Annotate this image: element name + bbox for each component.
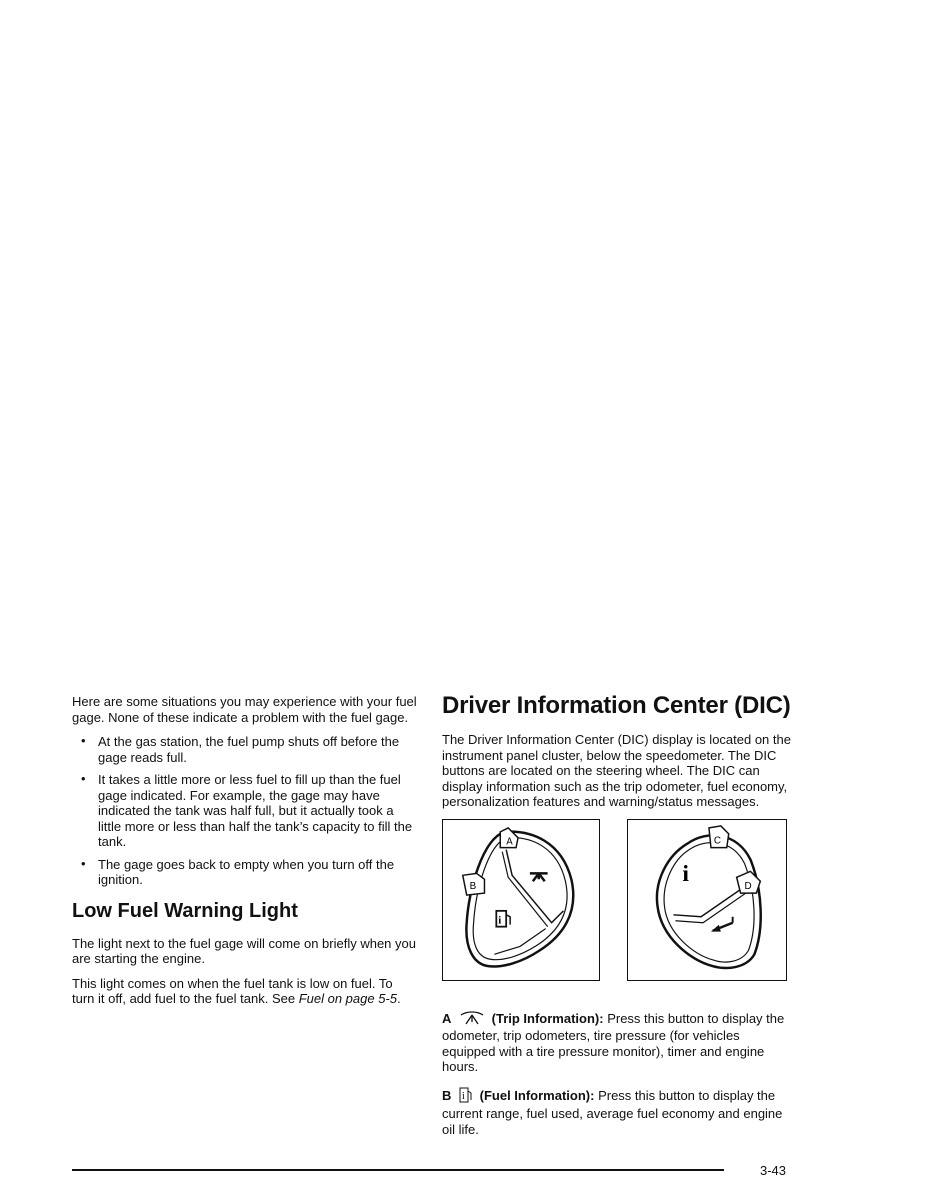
label-a: A (506, 836, 513, 848)
right-column (442, 692, 792, 1149)
item-a-letter: A (442, 1010, 452, 1026)
list-item (72, 772, 418, 850)
item-b-title: (Fuel Information): (479, 1087, 595, 1103)
list-item-text: It takes a little more or less fuel to fill up than the fuel gage indicated. For example, the gage may have indicated the tank was half full, but it actually took a little more or less than half the tank’s capacity to fill the tank. (98, 772, 413, 849)
para-text: This light comes on when the fuel tank is low on fuel. To turn it off, add fuel to the fuel tank. See (72, 975, 393, 1006)
label-d: D (744, 880, 752, 892)
dic-figures (442, 819, 792, 985)
situations-list (72, 734, 418, 888)
list-item (72, 734, 418, 765)
intro-paragraph: Here are some situations you may experience with your fuel gage. None of these indicate a problem with the fuel gage. (72, 694, 417, 725)
low-fuel-para-1: The light next to the fuel gage will come on briefly when you are starting the engine. (72, 935, 416, 966)
list-item-text: The gage goes back to empty when you turn off the ignition. (98, 856, 395, 887)
dic-heading: Driver Information Center (DIC) (442, 692, 791, 719)
item-a-text: Press this button to display the odometer, trip odometers, tire pressure (for vehicles equipped with a tire pressure monitor), timer and engine hours. (442, 1010, 785, 1074)
item-b-letter: B (442, 1087, 452, 1103)
label-b: B (469, 880, 477, 892)
bullet: • (81, 771, 86, 786)
right-buttons-figure (627, 819, 787, 981)
dic-intro: The Driver Information Center (DIC) display is located on the instrument panel cluster, below the speedometer. The DIC buttons are located on the steering wheel. The DIC can display information such as the trip odometer, fuel economy, personalization features and warning/status messages. (442, 732, 791, 809)
svg-text:i: i (498, 914, 502, 927)
svg-text:i: i (462, 1090, 465, 1102)
fuel-info-icon (459, 1087, 473, 1107)
bullet: • (81, 733, 86, 748)
item-a-definition (442, 1011, 792, 1075)
fuel-reference-link[interactable]: Fuel on page 5-5 (298, 991, 397, 1006)
left-buttons-illustration (443, 820, 599, 980)
list-item (72, 857, 418, 888)
item-b-definition (442, 1087, 792, 1138)
page-number: 3-43 (760, 1163, 787, 1178)
trip-icon (530, 873, 548, 881)
right-buttons-illustration (628, 820, 786, 980)
svg-text:i: i (682, 860, 689, 887)
para-end: . (396, 991, 401, 1006)
fuel-info-icon (496, 910, 510, 926)
enter-icon (711, 916, 733, 931)
list-item-text: At the gas station, the fuel pump shuts off before the gage reads full. (98, 734, 400, 765)
left-buttons-figure (442, 819, 600, 981)
trip-icon (459, 1011, 485, 1029)
footer-rule (72, 1169, 724, 1171)
bullet: • (81, 855, 86, 871)
left-column (72, 694, 418, 1016)
label-c: C (713, 835, 722, 847)
low-fuel-heading: Low Fuel Warning Light (72, 899, 298, 922)
info-icon (682, 861, 689, 887)
low-fuel-para-2 (72, 976, 418, 1007)
item-a-title: (Trip Information): (491, 1010, 604, 1026)
item-b-text: Press this button to display the current range, fuel used, average fuel economy and engine oil life. (442, 1087, 783, 1137)
